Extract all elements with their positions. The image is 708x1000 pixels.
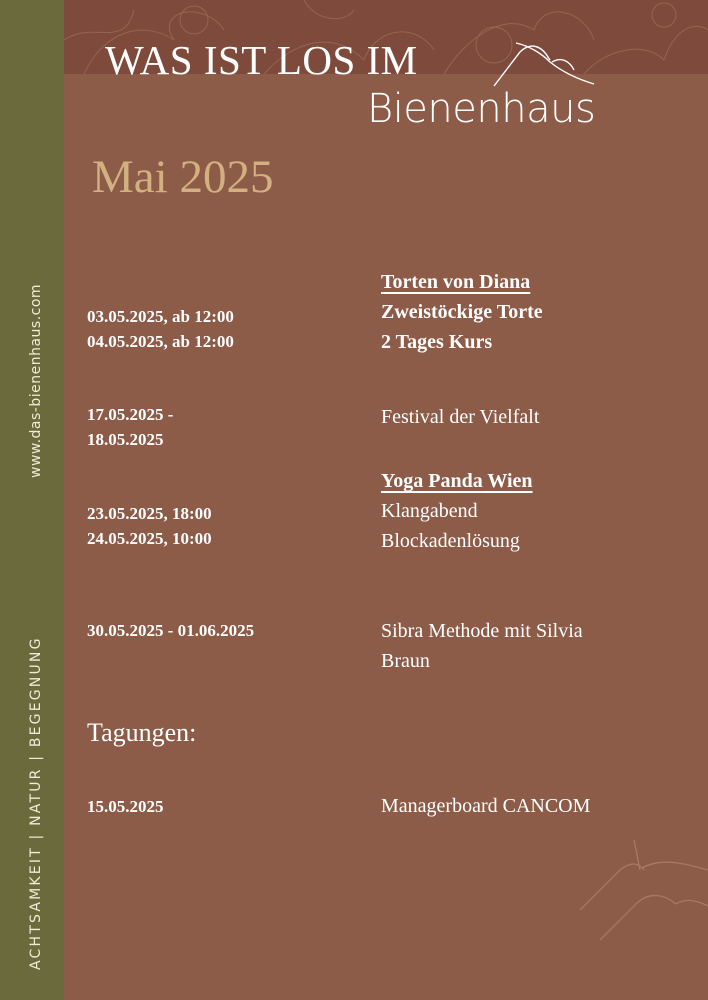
tagline: ACHTSAMKEIT | NATUR | BEGEGNUNG <box>28 636 44 970</box>
event-2-date-2: 18.05.2025 <box>87 430 164 449</box>
event-4-date-1: 30.05.2025 - 01.06.2025 <box>87 621 255 640</box>
tagung-date: 15.05.2025 <box>87 797 164 816</box>
event-3-date-2: 24.05.2025, 10:00 <box>87 529 212 548</box>
event-2-title: Festival der Vielfalt <box>381 406 540 428</box>
roof-logo-icon <box>490 40 600 90</box>
event-3-line-2: Klangabend <box>381 500 478 522</box>
month-heading: Mai 2025 <box>92 151 274 203</box>
page-title: WAS IST LOS IM <box>105 37 418 83</box>
website-url[interactable]: www.das-bienenhaus.com <box>28 283 44 478</box>
event-1-line-2: Zweistöckige Torte <box>381 301 543 323</box>
event-3-date-1: 23.05.2025, 18:00 <box>87 504 212 523</box>
event-1-date-1: 03.05.2025, ab 12:00 <box>87 307 234 326</box>
event-3-title: Yoga Panda Wien <box>381 470 533 492</box>
tagung-name: Managerboard CANCOM <box>381 795 591 817</box>
roof-corner-decoration-icon <box>580 840 708 950</box>
event-1-title: Torten von Diana <box>381 271 531 293</box>
event-4-title: Sibra Methode mit Silvia <box>381 620 583 642</box>
brand-logo-text: Bienenhaus <box>367 86 596 132</box>
event-3-line-3: Blockadenlösung <box>381 530 520 552</box>
tagungen-heading: Tagungen: <box>87 718 197 747</box>
event-4-line-2: Braun <box>381 650 430 672</box>
event-1-date-2: 04.05.2025, ab 12:00 <box>87 332 234 351</box>
event-1-line-3: 2 Tages Kurs <box>381 331 493 353</box>
event-2-date-1: 17.05.2025 - <box>87 405 174 424</box>
sidebar <box>0 0 64 1000</box>
